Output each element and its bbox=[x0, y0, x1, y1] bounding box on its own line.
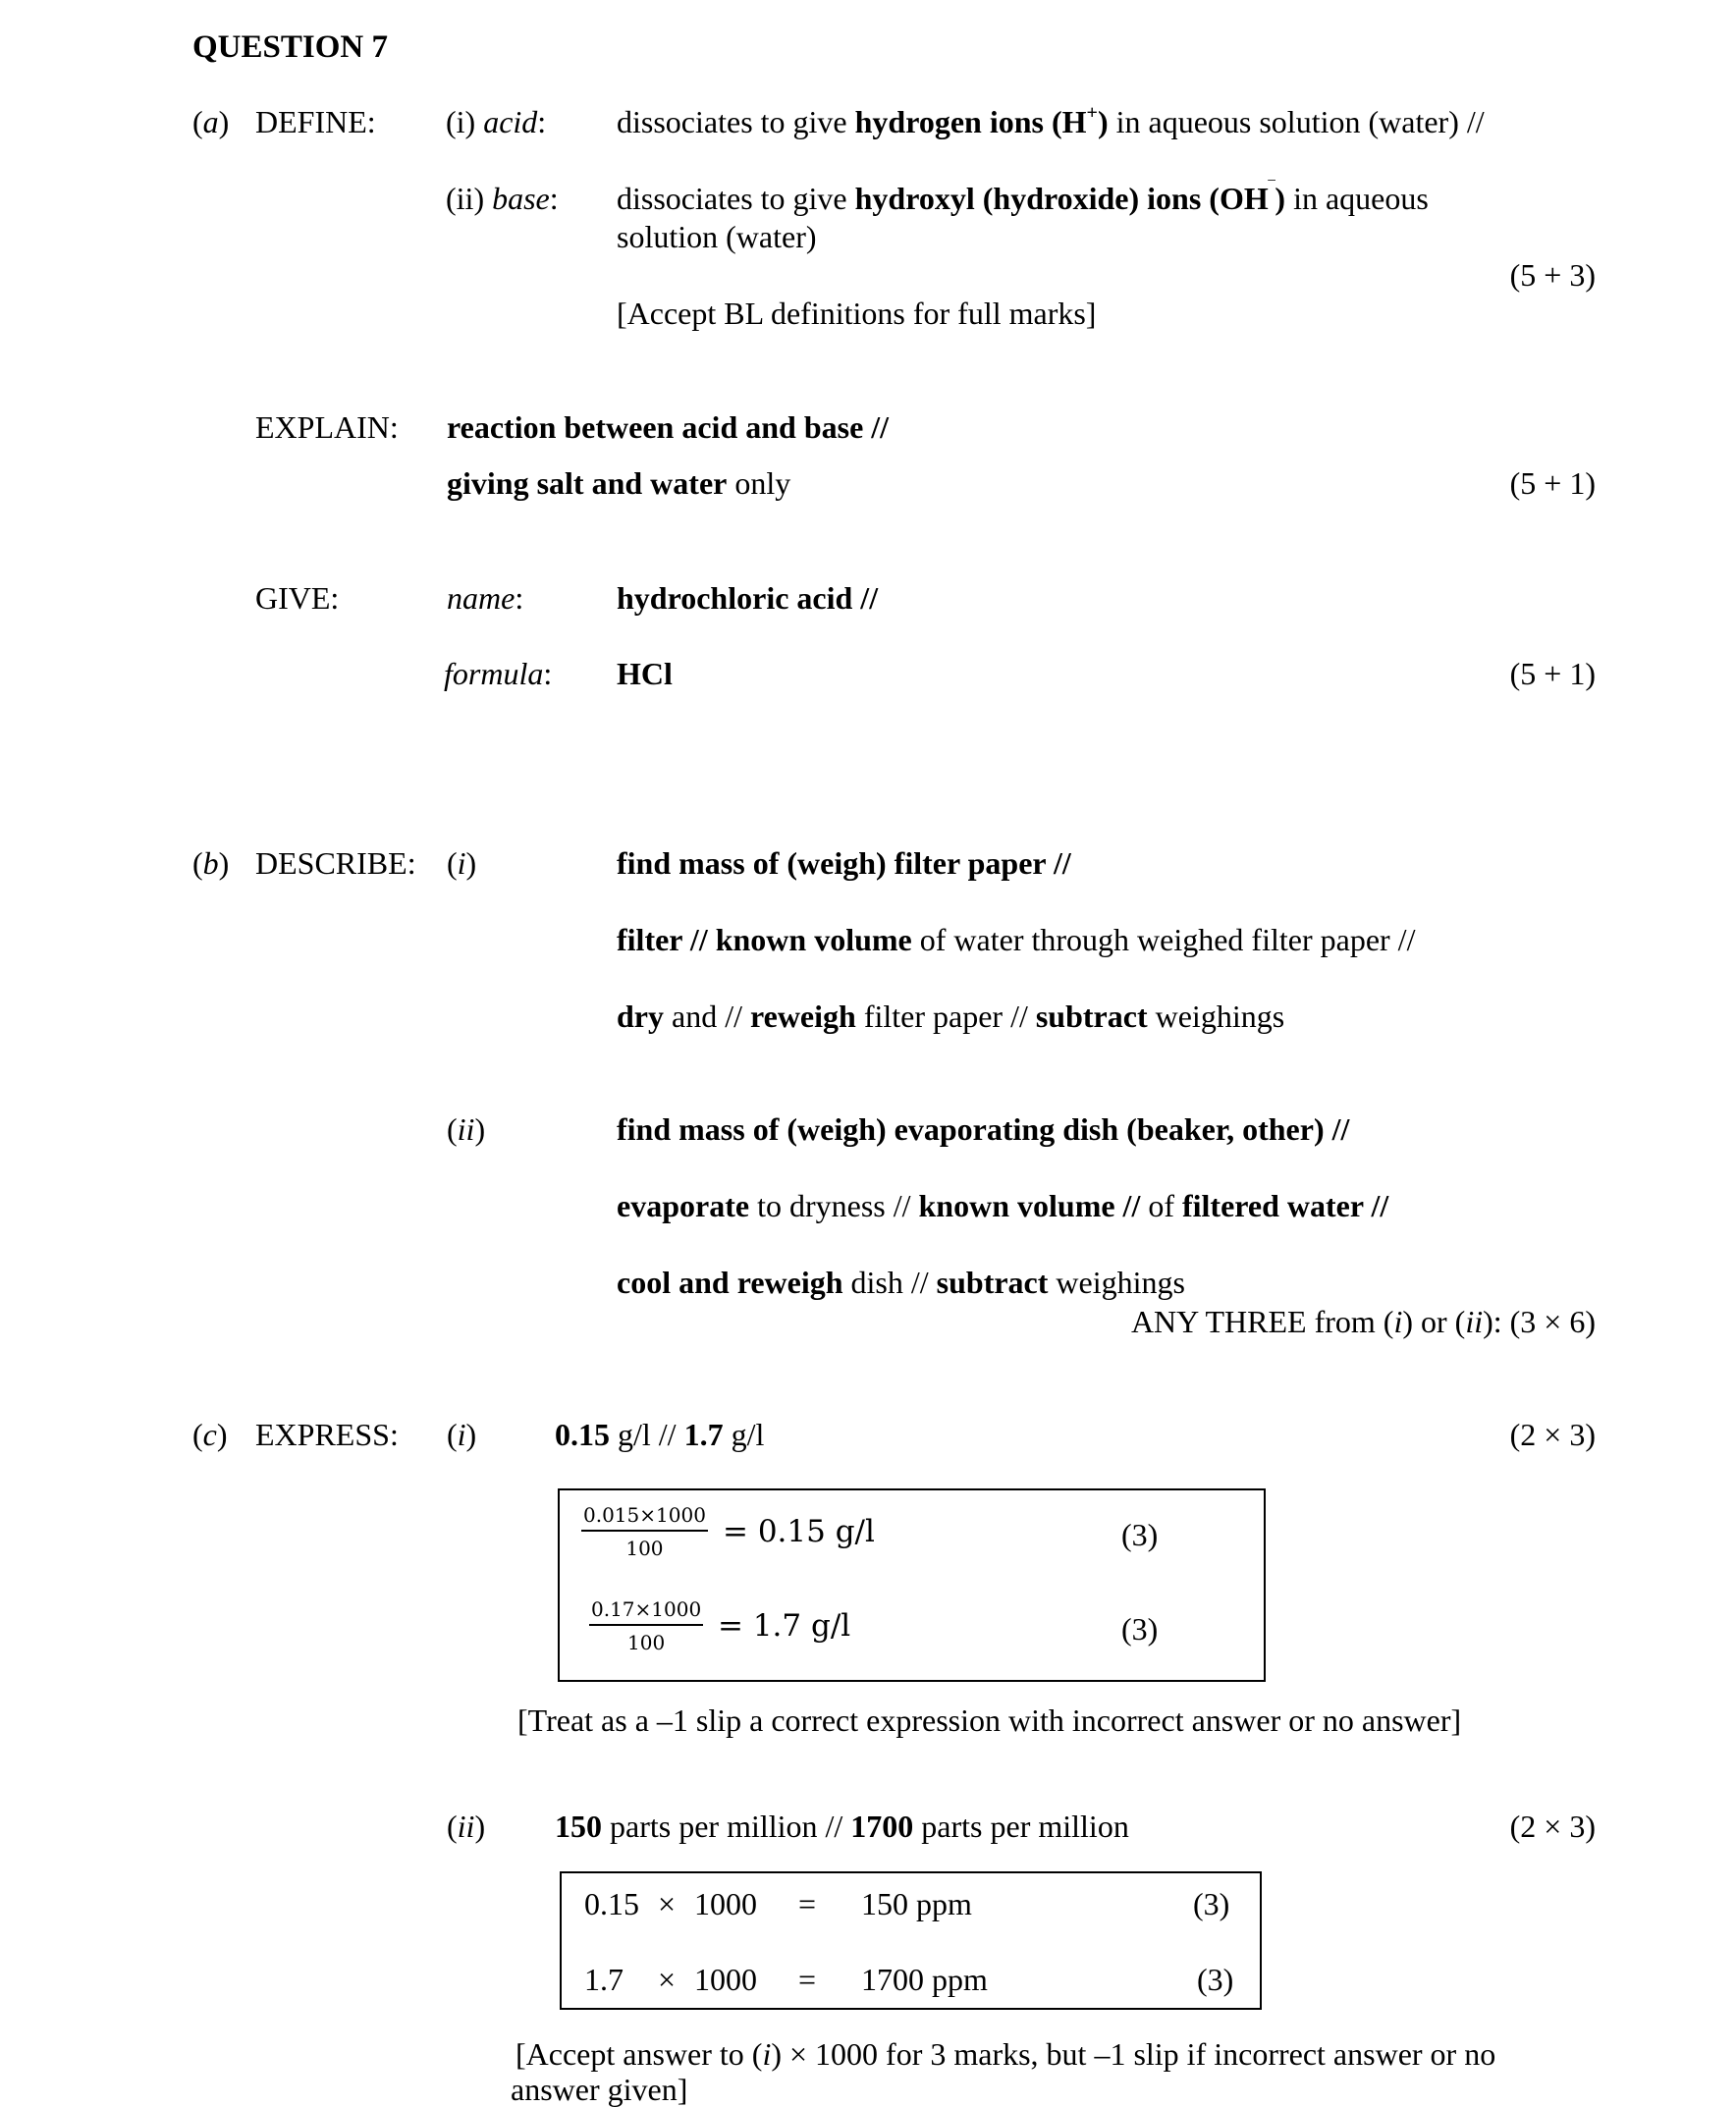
text: ii bbox=[1465, 1304, 1484, 1339]
term: base bbox=[492, 181, 550, 216]
part-letter: b bbox=[202, 845, 219, 881]
ppm-row-2-times: × bbox=[658, 1962, 677, 1997]
superscript-minus: ‾ bbox=[1268, 179, 1275, 200]
segment: of water through weighed filter paper // bbox=[911, 922, 1416, 957]
c-i-label: (i) bbox=[447, 1417, 477, 1452]
explain-line1: reaction between acid and base // bbox=[447, 409, 890, 445]
key-phrase-close: ) bbox=[1275, 181, 1286, 216]
c-ii-marks: (2 × 3) bbox=[1509, 1809, 1596, 1844]
numerator: 0.17×1000 bbox=[589, 1599, 703, 1626]
text: ANY THREE from ( bbox=[1130, 1304, 1394, 1339]
segment: cool and reweigh bbox=[617, 1265, 843, 1300]
name-label bbox=[447, 582, 523, 614]
b-ii-label: (ii) bbox=[447, 1111, 486, 1147]
colon: : bbox=[537, 104, 547, 139]
ppm-row-2-value: 1.7 bbox=[584, 1962, 624, 1997]
key-phrase: giving salt and water bbox=[447, 465, 728, 501]
unit: parts per million // bbox=[602, 1809, 851, 1844]
text: dissociates to give bbox=[617, 181, 855, 216]
segment: weighings bbox=[1147, 999, 1285, 1034]
segment: evaporate bbox=[617, 1188, 750, 1223]
explain-verb: EXPLAIN: bbox=[255, 409, 399, 445]
segment: and // bbox=[664, 999, 750, 1034]
c-i-answer bbox=[555, 1419, 764, 1450]
ppm-row-1-eq: = bbox=[798, 1886, 817, 1921]
segment: filter // known volume bbox=[617, 922, 912, 957]
segment: known volume // bbox=[918, 1188, 1141, 1223]
unit: parts per million bbox=[913, 1809, 1129, 1844]
result-2: = 1.7 g/l bbox=[718, 1608, 851, 1644]
segment: reweigh bbox=[749, 999, 856, 1034]
describe-marks bbox=[1131, 1306, 1596, 1337]
segment: filter paper // bbox=[855, 999, 1036, 1034]
segment: find mass of (weigh) evaporating dish (beaker, other) // bbox=[617, 1111, 1350, 1147]
value: 150 bbox=[555, 1809, 602, 1844]
ppm-row-1-factor: 1000 bbox=[694, 1886, 757, 1921]
c-i-marks: (2 × 3) bbox=[1509, 1417, 1596, 1452]
text: in aqueous bbox=[1285, 181, 1429, 216]
ppm-row-2-mark: (3) bbox=[1197, 1962, 1234, 1997]
define-verb: DEFINE: bbox=[255, 104, 376, 139]
c-ii-note bbox=[515, 2038, 1495, 2070]
superscript-plus: + bbox=[1086, 102, 1098, 124]
base-definition-line2: solution (water) bbox=[617, 219, 817, 254]
unit: g/l // bbox=[610, 1417, 684, 1452]
colon: : bbox=[515, 580, 524, 616]
colon: : bbox=[543, 656, 553, 691]
c-i-note: [Treat as a –1 slip a correct expression with incorrect answer or no answer] bbox=[517, 1702, 1462, 1738]
text: dissociates to give bbox=[617, 104, 855, 139]
denominator: 100 bbox=[627, 1631, 666, 1654]
b-i-line-1 bbox=[617, 847, 1071, 879]
text: ) × 1000 for 3 marks, but –1 slip if incorrect answer or no bbox=[771, 2036, 1496, 2072]
segment: weighings bbox=[1048, 1265, 1185, 1300]
item-number: (ii) bbox=[446, 181, 485, 216]
term: formula bbox=[444, 656, 544, 691]
item-number: (i) bbox=[446, 104, 476, 139]
result-1: = 0.15 g/l bbox=[723, 1514, 875, 1549]
value: 1.7 bbox=[683, 1417, 724, 1452]
ppm-row-1-mark: (3) bbox=[1193, 1886, 1230, 1921]
ppm-row-1-result: 150 ppm bbox=[861, 1886, 972, 1921]
acid-definition bbox=[617, 102, 1485, 139]
colon: : bbox=[549, 181, 559, 216]
b-ii-line-2 bbox=[617, 1190, 1388, 1221]
key-phrase: hydroxyl (hydroxide) ions (OH bbox=[854, 181, 1269, 216]
base-label bbox=[446, 183, 559, 214]
segment: find mass of (weigh) filter paper // bbox=[617, 845, 1071, 881]
numerator: 0.015×1000 bbox=[581, 1505, 708, 1532]
item-number: ii bbox=[457, 1809, 475, 1844]
b-i-line-2 bbox=[617, 924, 1415, 955]
text: only bbox=[727, 465, 791, 501]
term: acid bbox=[483, 104, 538, 139]
segment: filtered water // bbox=[1181, 1188, 1389, 1223]
value: 1700 bbox=[850, 1809, 914, 1844]
box1-mark-2: (3) bbox=[1121, 1611, 1159, 1647]
segment: subtract bbox=[936, 1265, 1049, 1300]
c-ii-note-line2: answer given] bbox=[511, 2072, 688, 2107]
denominator: 100 bbox=[625, 1537, 664, 1560]
segment: dry bbox=[617, 999, 664, 1034]
ppm-row-1-value: 0.15 bbox=[584, 1886, 639, 1921]
text: [Accept answer to ( bbox=[515, 2036, 763, 2072]
name-value: hydrochloric acid // bbox=[617, 580, 879, 616]
b-ii-line-3 bbox=[617, 1267, 1185, 1298]
text: in aqueous solution (water) // bbox=[1108, 104, 1485, 139]
value: 0.15 bbox=[555, 1417, 610, 1452]
ppm-row-1-times: × bbox=[658, 1886, 677, 1921]
b-i-label: (i) bbox=[447, 845, 477, 881]
item-number: i bbox=[457, 845, 466, 881]
fraction-1 bbox=[581, 1505, 708, 1558]
part-letter: a bbox=[202, 104, 219, 139]
ppm-row-2-factor: 1000 bbox=[694, 1962, 757, 1997]
text: i bbox=[1393, 1304, 1403, 1339]
segment: subtract bbox=[1035, 999, 1148, 1034]
base-definition bbox=[617, 179, 1429, 216]
define-marks: (5 + 3) bbox=[1509, 257, 1596, 293]
give-marks: (5 + 1) bbox=[1509, 656, 1596, 691]
c-ii-label: (ii) bbox=[447, 1809, 486, 1844]
express-verb: EXPRESS: bbox=[255, 1417, 399, 1452]
c-ii-answer bbox=[555, 1810, 1129, 1842]
term: name bbox=[447, 580, 515, 616]
key-phrase: hydrogen ions (H bbox=[854, 104, 1087, 139]
define-note: [Accept BL definitions for full marks] bbox=[617, 296, 1097, 331]
item-number: i bbox=[457, 1417, 466, 1452]
fraction-2 bbox=[589, 1599, 703, 1652]
unit: g/l bbox=[723, 1417, 765, 1452]
text: i bbox=[762, 2036, 772, 2072]
explain-line2 bbox=[447, 467, 790, 499]
formula-value: HCl bbox=[617, 656, 673, 691]
key-phrase-close: ) bbox=[1097, 104, 1109, 139]
box1-mark-1: (3) bbox=[1121, 1517, 1159, 1552]
part-letter: c bbox=[202, 1417, 217, 1452]
formula-label bbox=[444, 658, 552, 689]
part-c-label: (c) bbox=[192, 1417, 228, 1452]
item-number: ii bbox=[457, 1111, 475, 1147]
question-title: QUESTION 7 bbox=[192, 29, 388, 65]
b-i-line-3 bbox=[617, 1000, 1284, 1032]
text: ) or ( bbox=[1402, 1304, 1466, 1339]
segment: of bbox=[1140, 1188, 1182, 1223]
segment: to dryness // bbox=[749, 1188, 919, 1223]
explain-marks: (5 + 1) bbox=[1509, 465, 1596, 501]
text: ): (3 × 6) bbox=[1483, 1304, 1596, 1339]
ppm-row-2-result: 1700 ppm bbox=[861, 1962, 988, 1997]
give-verb: GIVE: bbox=[255, 580, 340, 616]
ppm-row-2-eq: = bbox=[798, 1962, 817, 1997]
describe-verb: DESCRIBE: bbox=[255, 845, 416, 881]
part-a-label: (a) bbox=[192, 104, 230, 139]
part-b-label: (b) bbox=[192, 845, 230, 881]
acid-label bbox=[446, 106, 546, 137]
b-ii-line-1 bbox=[617, 1113, 1349, 1145]
segment: dish // bbox=[842, 1265, 937, 1300]
